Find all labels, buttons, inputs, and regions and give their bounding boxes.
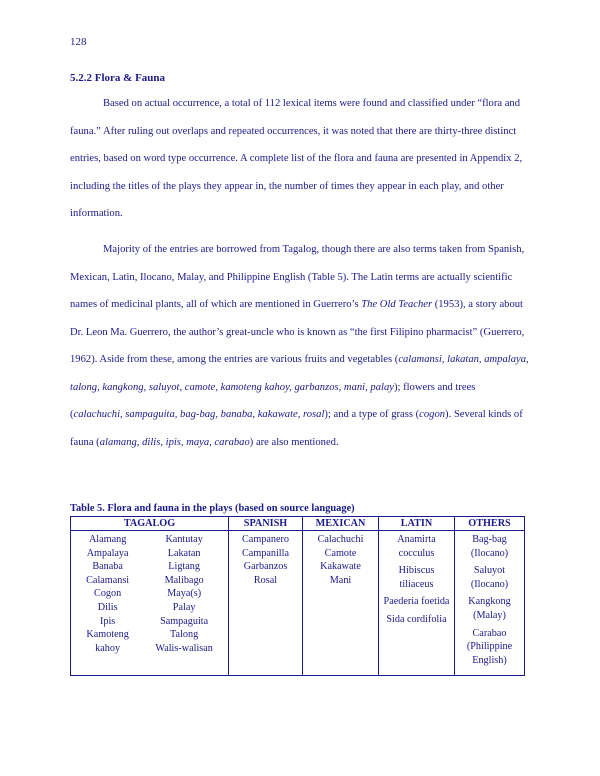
- list-item: kahoy: [95, 642, 121, 654]
- mexican-cell: [303, 531, 379, 676]
- list-item: Ampalaya: [86, 547, 129, 559]
- list-item: Malibago: [164, 574, 204, 586]
- paragraph-2-text: (1953), a story about Dr. Leon Ma. Guerrero, the author’s great-uncle who is known as “the first Filipino pharmacist” (Guerrero, 1962). Aside from these, among the entries are various fruits and vegetables (: [70, 299, 525, 365]
- tagalog-column-1: [86, 533, 129, 655]
- list-item: Anamirta cocculus: [397, 534, 436, 559]
- list-item: Carabao (Philippine English): [466, 627, 513, 666]
- list-item: Mani: [329, 574, 352, 586]
- paragraph-2-text: ). Several kinds of fauna (: [70, 409, 523, 448]
- list-item: Bag-bag (Ilocano): [470, 534, 509, 559]
- list-item: Talong: [170, 629, 199, 641]
- list-item: Walis-walisan: [155, 642, 213, 654]
- list-item: Camote: [324, 547, 357, 559]
- header-spanish: SPANISH: [229, 517, 303, 531]
- fruits-list: calamansi, lakatan, ampalaya, talong, kangkong, saluyot, camote, kamoteng kahoy, garbanzos, mani, palay: [70, 354, 529, 393]
- list-item: Hibiscus tiliaceus: [398, 565, 435, 590]
- list-item: Kangkong (Malay): [468, 596, 511, 621]
- list-item: Palay: [172, 601, 196, 613]
- paragraph-2: [70, 236, 530, 456]
- list-item: Rosal: [253, 574, 278, 586]
- paragraph-2-text: ); flowers and trees (: [70, 381, 476, 420]
- list-item: Garbanzos: [243, 561, 288, 573]
- list-item: Cogon: [94, 588, 122, 600]
- list-item: Ligtang: [168, 561, 200, 573]
- list-item: Calachuchi: [317, 534, 364, 545]
- paragraph-2-text: ); and a type of grass (: [324, 409, 420, 420]
- header-others: OTHERS: [455, 517, 525, 531]
- fauna-list: alamang, dilis, ipis, maya, carabao: [99, 436, 250, 448]
- page-number: 128: [70, 36, 87, 48]
- play-title: The Old Teacher: [361, 299, 433, 310]
- table-caption: Table 5. Flora and fauna in the plays (based on source language): [70, 503, 355, 514]
- list-item: Maya(s): [167, 588, 202, 600]
- flora-fauna-table: [70, 516, 525, 676]
- header-latin: LATIN: [379, 517, 455, 531]
- list-item: Banaba: [92, 561, 123, 573]
- list-item: Sampaguita: [160, 615, 209, 627]
- header-mexican: MEXICAN: [303, 517, 379, 531]
- list-item: Lakatan: [167, 547, 201, 559]
- tagalog-column-2: [155, 533, 212, 655]
- grass-term: cogon: [419, 409, 446, 420]
- header-tagalog: TAGALOG: [71, 517, 229, 531]
- list-item: Saluyot (Ilocano): [470, 565, 509, 590]
- list-item: Campanilla: [242, 547, 289, 559]
- paragraph-1-text: Based on actual occurrence, a total of 112 lexical items were found and classified under “flora and fauna.” After ruling out overlaps and repeated occurrences, it was noted that there are thirty-three distinct entries, based on word type occurrence. A complete list of the flora and fauna are presented in Appendix 2, including the titles of the plays they appear in, the number of times they appear in each play, and other information.: [70, 98, 523, 219]
- list-item: Kamoteng: [86, 629, 129, 641]
- list-item: Ipis: [99, 615, 116, 627]
- section-heading: 5.2.2 Flora & Fauna: [70, 72, 166, 84]
- list-item: Dilis: [97, 601, 118, 613]
- others-cell: [455, 531, 525, 676]
- flowers-list: calachuchi, sampaguita, bag-bag, banaba, kakawate, rosal: [73, 409, 325, 420]
- list-item: Alamang: [88, 534, 127, 545]
- list-item: Kantutay: [165, 534, 203, 545]
- list-item: Calamansi: [86, 574, 130, 586]
- paragraph-2-text: Majority of the entries are borrowed from Tagalog, though there are also terms taken from Spanish, Mexican, Latin, Ilocano, Malay, and Philippine English (Table 5). The Latin terms are actually scientific names of medicinal plants, all of which are mentioned in Guerrero’s: [70, 244, 525, 310]
- list-item: Paederia foetida: [383, 596, 450, 608]
- list-item: Sida cordifolia: [386, 613, 447, 625]
- list-item: Campanero: [242, 534, 289, 545]
- tagalog-cell: [71, 531, 229, 676]
- list-item: Kakawate: [320, 561, 361, 573]
- latin-cell: [379, 531, 455, 676]
- paragraph-1: [70, 90, 530, 228]
- spanish-cell: [229, 531, 303, 676]
- paragraph-2-text: ) are also mentioned.: [249, 436, 339, 448]
